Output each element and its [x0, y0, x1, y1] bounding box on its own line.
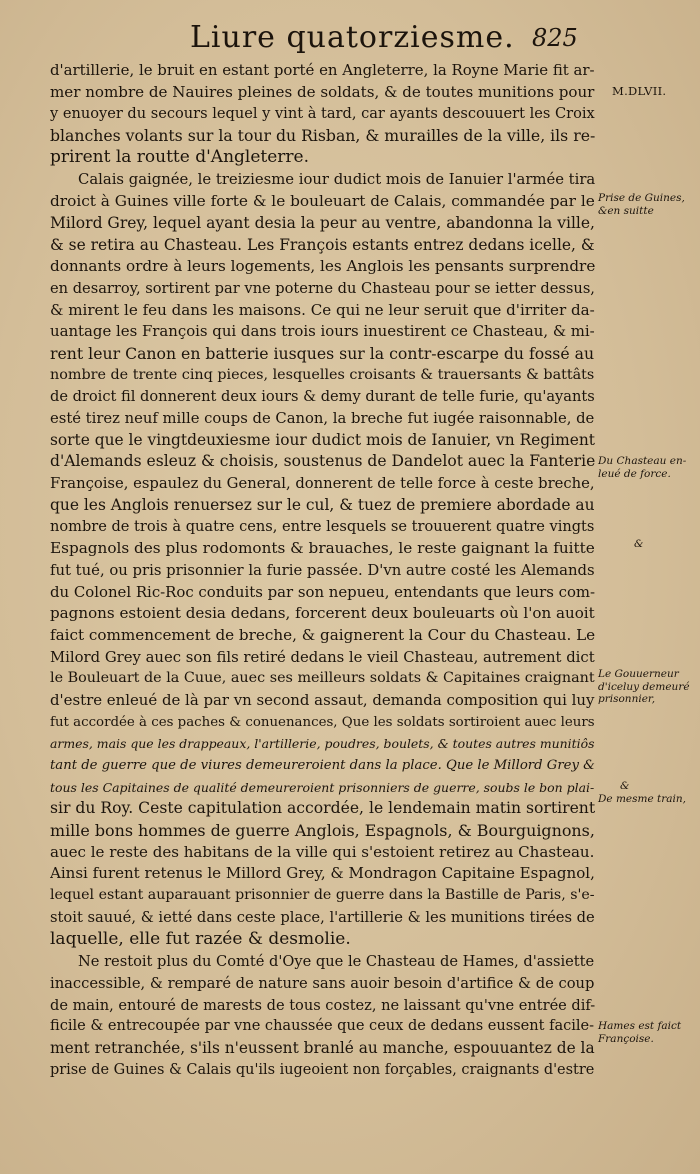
text-line: Calais gaignée, le treiziesme iour dudict mois de Ianuier l'armée tira — [78, 171, 595, 189]
margin-note-train — [598, 780, 698, 805]
text-line: le Bouleuart de la Cuue, auec ses meilleurs soldats & Capitaines craignant — [50, 670, 595, 687]
text-line: droict à Guines ville forte & le bouleuart de Calais, commandée par le — [50, 192, 595, 211]
text-line: Milord Grey, lequel ayant desia la peur au ventre, abandonna la ville, — [50, 213, 595, 232]
text-line: pagnons estoient desia dedans, forcerent deux bouleuarts où l'on auoit — [50, 604, 595, 623]
text-line: d'artillerie, le bruit en estant porté en Angleterre, la Royne Marie fit ar- — [50, 61, 595, 79]
margin-note-line: & — [634, 538, 644, 550]
margin-note-hames — [598, 1020, 698, 1045]
text-line: uantage les François qui dans trois iours inuestirent ce Chasteau, & mi- — [50, 322, 595, 341]
text-line: que les Anglois renuersez sur le cul, & tuez de premiere abordade au — [50, 495, 595, 514]
text-line: faict commencement de breche, & gaignerent la Cour du Chasteau. Le — [50, 625, 595, 644]
margin-note-line: Du Chasteau en- — [598, 455, 687, 467]
text-line: sorte que le vingtdeuxiesme iour dudict mois de Ianuier, vn Regiment — [50, 430, 595, 449]
running-head — [0, 18, 600, 58]
text-line: mille bons hommes de guerre Anglois, Espagnols, & Bourguignons, — [50, 821, 595, 841]
text-line: & se retira au Chasteau. Les François estants entrez dedans icelle, & — [50, 235, 595, 254]
text-line: esté tirez neuf mille coups de Canon, la breche fut iugée raisonnable, de — [50, 410, 595, 427]
text-line: sir du Roy. Ceste capitulation accordée, le lendemain matin sortirent — [50, 799, 595, 818]
margin-note-line: d'iceluy demeuré — [598, 680, 690, 693]
margin-note-line: & — [620, 780, 630, 792]
text-line: fut tué, ou pris prisonnier la furie passée. D'vn autre costé les Alemands — [50, 561, 595, 579]
text-line: Françoise, espaulez du General, donnerent de telle force à ceste breche, — [50, 475, 595, 493]
text-line: armes, mais que les drappeaux, l'artillerie, poudres, boulets, & toutes autres munitiôs — [50, 736, 595, 752]
text-line: laquelle, elle fut razée & desmolie. — [50, 928, 351, 949]
paragraph-1 — [50, 60, 595, 168]
text-line: Espagnols des plus rodomonts & brauaches, le reste gaignant la fuitte — [50, 539, 595, 558]
text-line: blanches volants sur la tour du Risban, & murailles de la ville, ils re- — [50, 126, 595, 146]
text-line: prirent la routte d'Angleterre. — [50, 146, 310, 167]
margin-note-line: Françoise. — [598, 1032, 654, 1045]
text-line: ment retranchée, s'ils n'eussent branlé au manche, espouuantez de la — [50, 1038, 595, 1057]
page-number: 825 — [532, 24, 578, 52]
text-line: de droict fil donnerent deux iours & demy durant de telle furie, qu'ayants — [50, 388, 595, 406]
text-line: du Colonel Ric-Roc conduits par son nepueu, entendants que leurs com- — [50, 582, 595, 601]
text-line: nombre de trente cinq pieces, lesquelles croisants & trauersants & battâts — [50, 366, 595, 383]
text-line: y enuoyer du secours lequel y vint à tard, car ayants descouuert les Croix — [50, 105, 595, 123]
margin-note-line: Hames est faict — [598, 1020, 682, 1032]
margin-note-gouuerneur — [598, 668, 698, 706]
running-title: Liure quatorziesme. — [190, 20, 515, 55]
text-line: Ne restoit plus du Comté d'Oye que le Chasteau de Hames, d'assiette — [78, 953, 595, 971]
margin-note-chasteau — [598, 455, 698, 480]
text-line: lequel estant auparauant prisonnier de guerre dans la Bastille de Paris, s'e- — [50, 887, 595, 904]
text-line: & mirent le feu dans les maisons. Ce qui ne leur seruit que d'irriter da- — [50, 300, 595, 319]
text-line: prise de Guines & Calais qu'ils iugeoient non forçables, craignants d'estre — [50, 1061, 595, 1078]
margin-note-line: Prise de Guines, — [598, 192, 685, 204]
text-line: nombre de trois à quatre cens, entre lesquels se trouuerent quatre vingts — [50, 518, 595, 536]
paragraph-3 — [50, 951, 595, 1081]
text-line: en desarroy, sortirent par vne poterne du Chasteau pour se ietter dessus, — [50, 279, 595, 297]
margin-note-line: leué de force. — [598, 467, 671, 480]
text-line: rent leur Canon en batterie iusques sur la contr-escarpe du fossé au — [50, 343, 595, 363]
body-text — [50, 60, 595, 1081]
text-line: auec le reste des habitans de la ville qui s'estoient retirez au Chasteau. — [50, 842, 595, 861]
margin-note-ampersand — [634, 538, 700, 551]
text-line: de main, entouré de marests de tous costez, ne laissant qu'vne entrée dif- — [50, 996, 595, 1014]
text-line: inaccessible, & remparé de nature sans auoir besoin d'artifice & de coup — [50, 974, 595, 992]
margin-note-guines — [598, 192, 698, 217]
margin-year: M.DLVII. — [612, 84, 667, 98]
text-line: d'Alemands esleuz & choisis, soustenus de Dandelot auec la Fanterie — [50, 452, 595, 471]
text-line: stoit sauué, & ietté dans ceste place, l'artillerie & les munitions tirées de — [50, 908, 595, 926]
text-line: ficile & entrecoupée par vne chaussée que ceux de dedans eussent facile- — [50, 1018, 595, 1035]
margin-note-line: De mesme train, — [598, 792, 686, 805]
text-line: Milord Grey auec son fils retiré dedans le vieil Chasteau, autrement dict — [50, 648, 595, 666]
text-line: tant de guerre que de viures demeureroient dans la place. Que le Millord Grey & — [50, 758, 595, 773]
text-line: tous les Capitaines de qualité demeureroient prisonniers de guerre, soubs le bon plai- — [50, 779, 595, 795]
text-line: mer nombre de Nauires pleines de soldats, & de toutes munitions pour — [50, 82, 595, 101]
text-line: Ainsi furent retenus le Millord Grey, & Mondragon Capitaine Espagnol, — [50, 864, 595, 883]
text-line: fut accordée à ces paches & conuenances, Que les soldats sortiroient auec leurs — [50, 714, 595, 730]
text-line: d'estre enleué de là par vn second assaut, demanda composition qui luy — [50, 690, 595, 709]
text-line: donnants ordre à leurs logements, les Anglois les pensants surprendre — [50, 257, 595, 276]
paragraph-2 — [50, 169, 595, 950]
margin-notes — [598, 0, 698, 1174]
margin-note-line: prisonnier, — [598, 693, 656, 705]
margin-note-line: &en suitte — [598, 204, 654, 217]
margin-note-line: Le Gouuerneur — [598, 668, 679, 680]
